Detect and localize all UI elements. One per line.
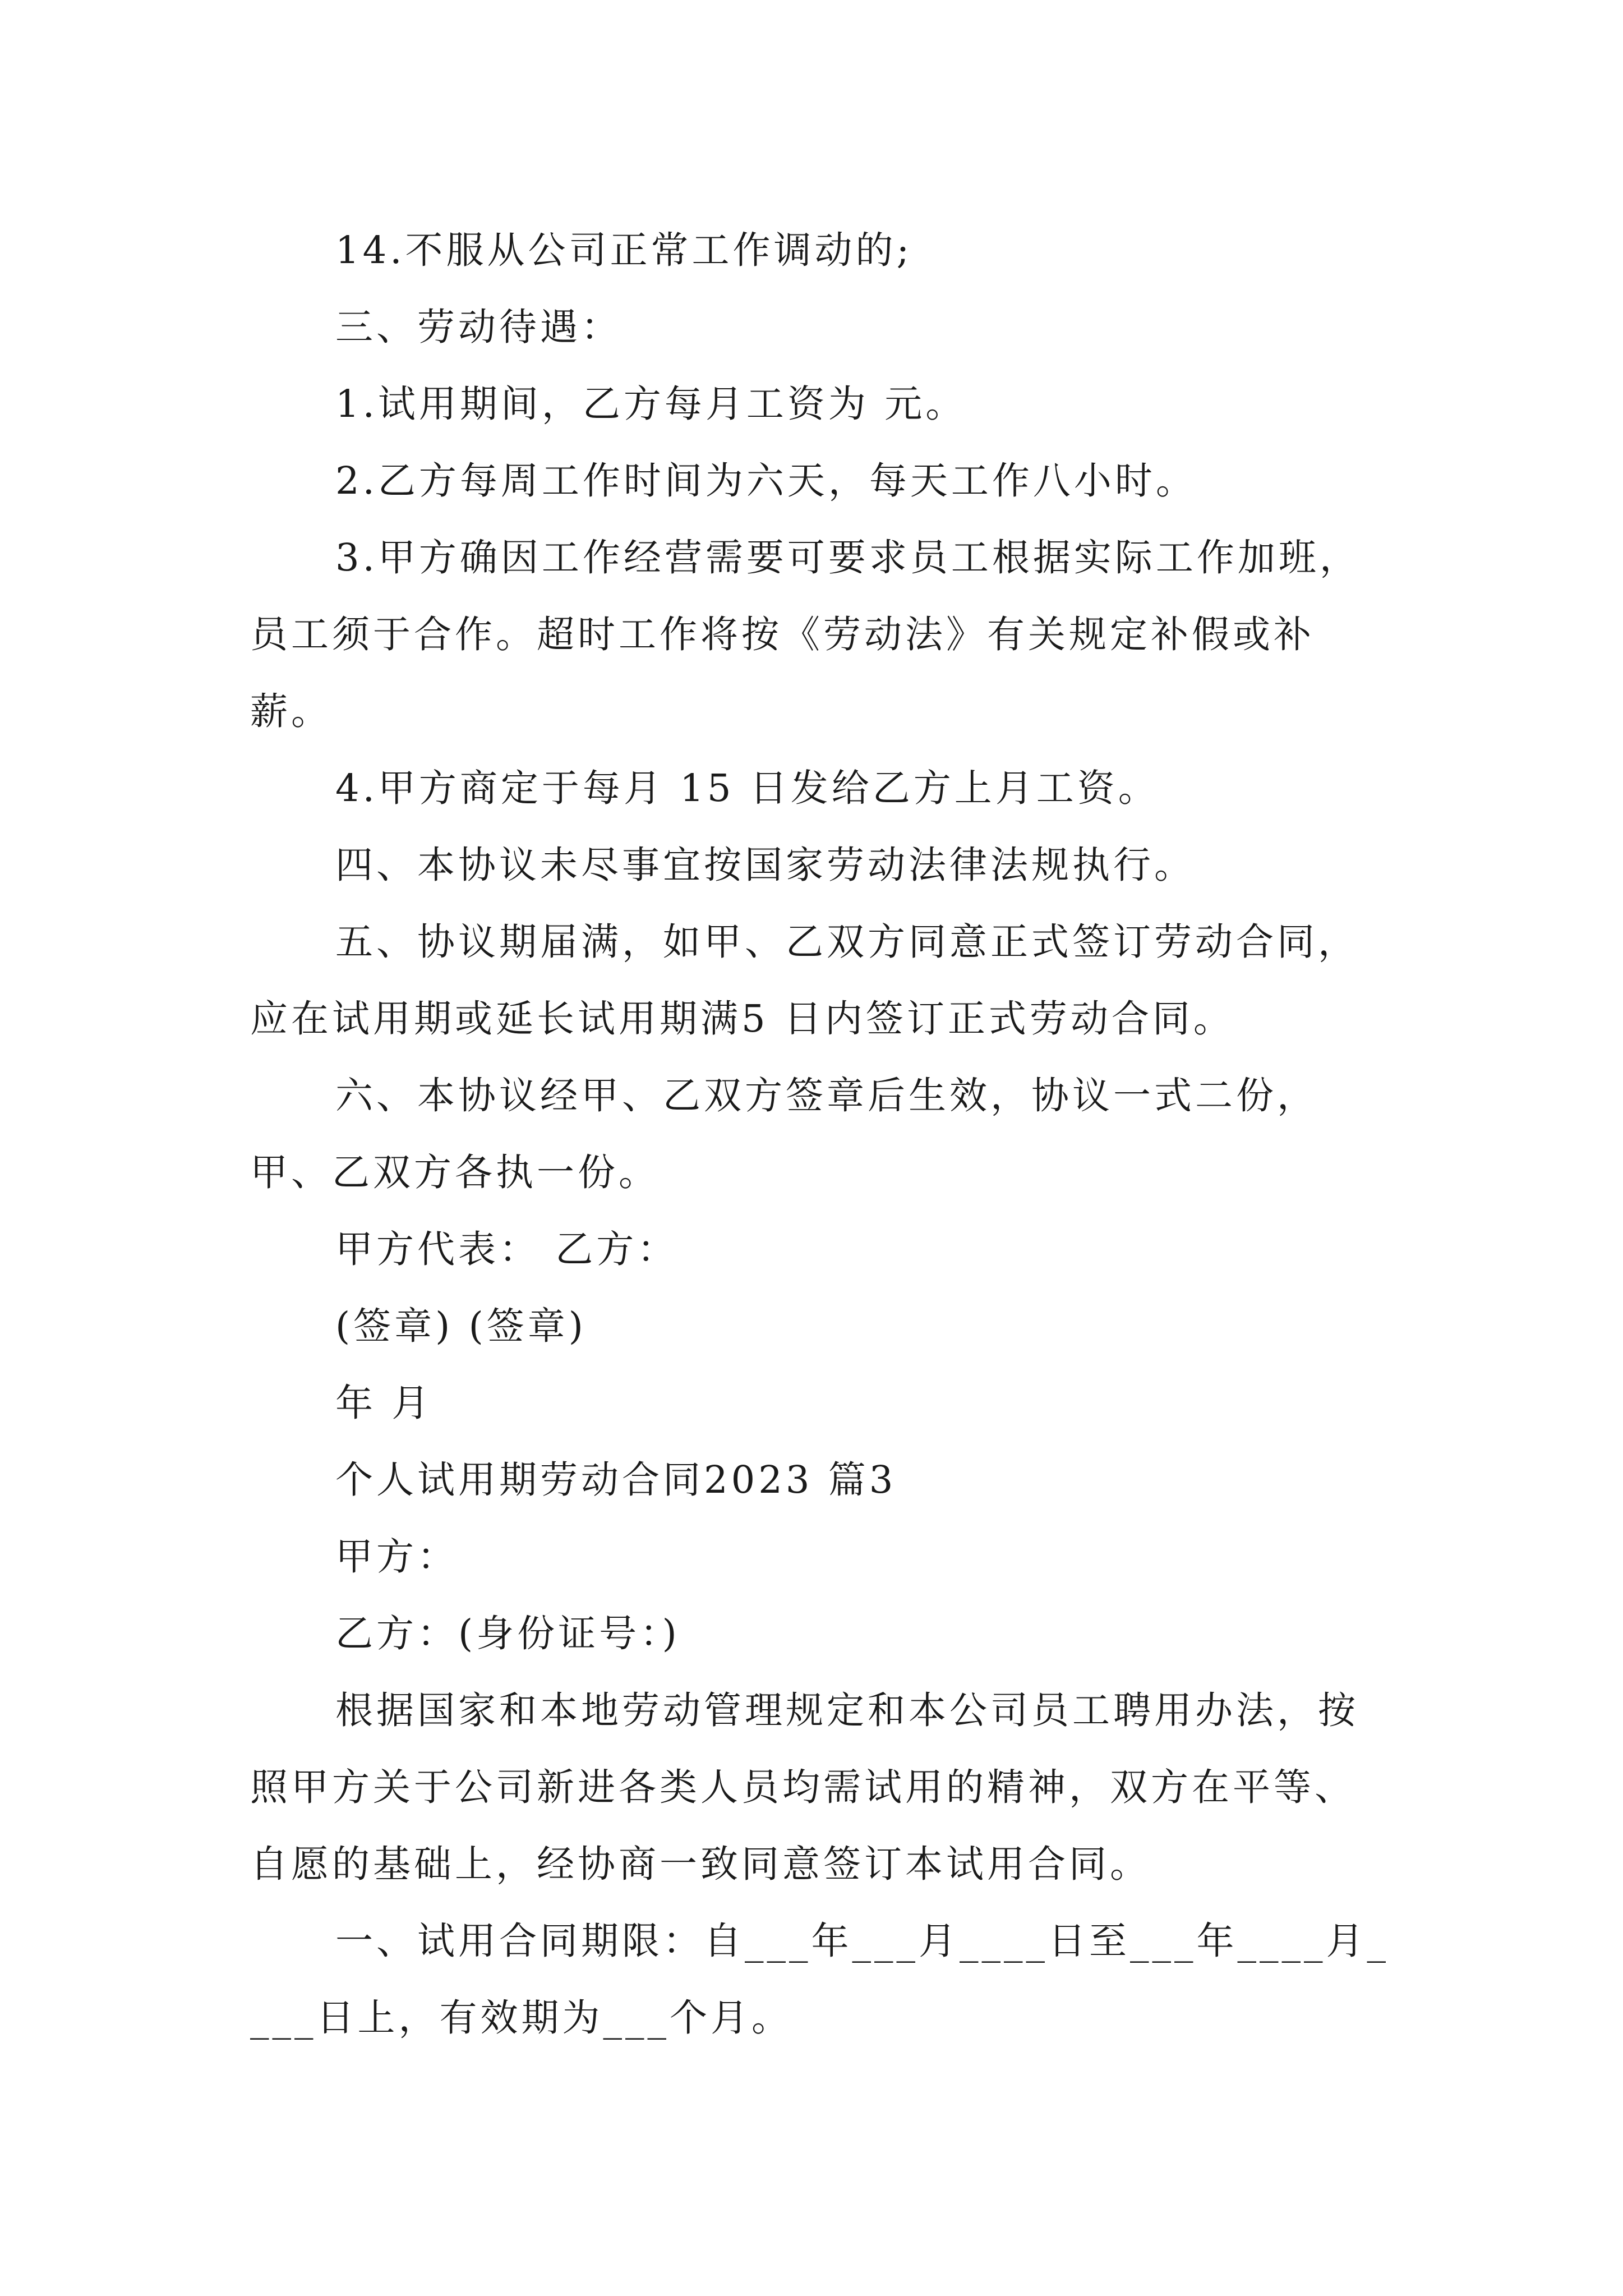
contract-title: 个人试用期劳动合同2023 篇3 (335, 1458, 897, 1502)
document-body (250, 212, 1394, 2056)
paragraph-clause-14: 14.不服从公司正常工作调动的; (335, 228, 913, 272)
paragraph-contract-term: 一、试用合同期限：自___年___月____日至___年____月____日上，有效期为___个月。 (250, 1919, 1389, 2040)
signature-date-line: 年 月 (335, 1381, 433, 1425)
signature-seal-line: (签章) (签章) (335, 1304, 587, 1348)
paragraph-overtime: 3.甲方确因工作经营需要可要求员工根据实际工作加班，员工须于合作。超时工作将按《劳动法》有关规定补假或补薪。 (250, 536, 1361, 733)
party-a-line: 甲方： (335, 1535, 458, 1579)
section-heading-labor-benefits: 三、劳动待遇： (335, 305, 622, 349)
section-heading-unresolved-matters: 四、本协议未尽事宜按国家劳动法律法规执行。 (335, 843, 1195, 887)
paragraph-pay-date: 4.甲方商定于每月 15 日发给乙方上月工资。 (335, 766, 1159, 810)
paragraph-preamble: 根据国家和本地劳动管理规定和本公司员工聘用办法，按照甲方关于公司新进各类人员均需试用的精神，双方在平等、自愿的基础上，经协商一致同意签订本试用合同。 (250, 1688, 1359, 1886)
paragraph-probation-salary: 1.试用期间，乙方每月工资为 元。 (335, 382, 967, 426)
paragraph-contract-expiry: 五、协议期届满，如甲、乙双方同意正式签订劳动合同，应在试用期或延长试用期满5 日内签订正式劳动合同。 (250, 920, 1359, 1041)
paragraph-effective-copies: 六、本协议经甲、乙双方签章后生效，协议一式二份，甲、乙双方各执一份。 (250, 1074, 1318, 1194)
party-b-line: 乙方：(身份证号：) (335, 1612, 680, 1655)
paragraph-working-hours: 2.乙方每周工作时间为六天，每天工作八小时。 (335, 459, 1197, 503)
signature-parties-line: 甲方代表： 乙方： (335, 1227, 679, 1271)
